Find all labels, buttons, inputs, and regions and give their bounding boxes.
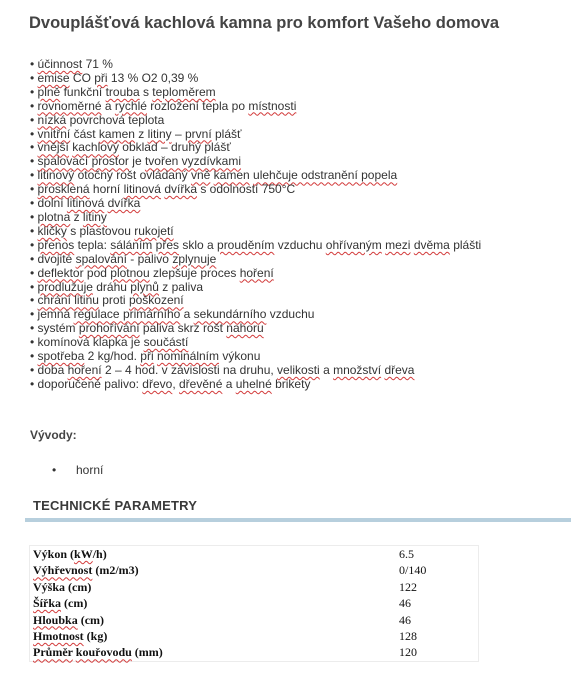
spellcheck-word: sáláním (110, 237, 153, 252)
text-segment: /h) (92, 547, 107, 561)
param-label (30, 628, 397, 644)
feature-item (30, 364, 481, 378)
spellcheck-word: plotnou (110, 265, 150, 280)
text-segment: - palivo (126, 251, 173, 266)
param-row (30, 579, 479, 595)
text-segment: pod (83, 265, 111, 280)
text-segment: z paliva (158, 279, 203, 294)
spellcheck-word: litiny (82, 209, 107, 224)
text-segment: 2 – 4 hod. v závislosti na druhu, (101, 362, 278, 377)
spellcheck-word: hoření (239, 265, 274, 280)
spellcheck-word: hoření (67, 362, 102, 377)
text-segment: a (222, 376, 236, 391)
text-segment: doba (37, 362, 68, 377)
param-value: 46 (399, 596, 411, 611)
text-segment: Výška (cm) (33, 579, 92, 594)
text-segment: s odolností 750°C (197, 182, 296, 197)
section-divider (25, 518, 571, 522)
text-segment: (m2/m3) (92, 563, 139, 578)
spellcheck-word: rukojetí (134, 223, 174, 238)
spellcheck-word: poškození (128, 293, 184, 308)
feature-item (30, 211, 481, 225)
feature-item (30, 114, 481, 128)
spellcheck-word: dřevo (142, 376, 173, 391)
spellcheck-word: Hloubka (33, 612, 78, 627)
spellcheck-word: prodlužuje (37, 279, 93, 294)
spellcheck-word: vně (190, 168, 211, 183)
spellcheck-word: přenos (37, 237, 75, 252)
spellcheck-word: regulace primárního (73, 307, 181, 322)
param-row (30, 595, 479, 611)
text-segment: s plastovou (66, 223, 135, 238)
spellcheck-word: velikosti (277, 362, 320, 377)
spellcheck-word: první (184, 126, 212, 141)
text-segment: (kg) (83, 629, 108, 644)
text-segment: funkční (60, 84, 106, 99)
spellcheck-word: dřeva (384, 362, 415, 377)
feature-item (30, 308, 481, 322)
spellcheck-word: mezi (385, 237, 411, 252)
text-segment: 13 % O2 0,39 % (107, 70, 199, 85)
spellcheck-word: rychlé (114, 98, 147, 113)
spellcheck-word: dvířka (164, 182, 197, 197)
spellcheck-word: kouřovodu (75, 645, 132, 660)
param-label (30, 595, 397, 611)
spellcheck-word: zplynuje (172, 251, 217, 266)
text-segment: zlepšuje proces (149, 265, 240, 280)
spellcheck-word: litinový (37, 168, 75, 183)
feature-item (30, 197, 481, 211)
text-segment: s (139, 84, 153, 99)
spellcheck-word: Výhřevnost (33, 563, 93, 578)
param-row (30, 546, 479, 563)
feature-item (30, 336, 481, 350)
spellcheck-word: plně (37, 84, 61, 99)
feature-item (30, 86, 481, 100)
text-segment: proti (98, 293, 129, 308)
text-segment: dolní (37, 196, 67, 211)
spellcheck-word: litiny (147, 126, 172, 141)
spellcheck-word: dřevěné (179, 376, 223, 391)
spellcheck-word: dvířka (107, 196, 141, 211)
text-segment: plášti (449, 237, 482, 252)
text-segment: , (172, 376, 179, 391)
feature-item (30, 294, 481, 308)
param-row (30, 562, 479, 578)
param-label (30, 562, 397, 578)
text-segment: sklo a (179, 237, 218, 252)
param-label (30, 644, 397, 661)
spellcheck-word: spalování (75, 251, 127, 266)
spellcheck-word: nízká (37, 112, 67, 127)
feature-item (30, 350, 481, 364)
param-label (30, 612, 397, 628)
spellcheck-word: součástí (143, 335, 189, 350)
spellcheck-word: chrání litinu (37, 293, 99, 308)
spellcheck-word: nominálním (156, 349, 220, 364)
spellcheck-word: kamen (213, 168, 250, 183)
text-segment: (cm) (77, 612, 105, 627)
outlet-item: • horní (52, 463, 103, 477)
text-segment: 71 % (82, 57, 113, 71)
feature-item (30, 281, 481, 295)
feature-item (30, 183, 481, 197)
text-segment: vzduchu (266, 307, 315, 322)
spellcheck-word: Šířka (33, 596, 62, 611)
spellcheck-word: účinnost (37, 57, 83, 71)
spellcheck-word: vnější (37, 140, 69, 155)
spellcheck-word: sekundárního (193, 307, 267, 322)
feature-item (30, 128, 481, 142)
text-segment: – (171, 126, 185, 141)
spellcheck-word: kachlový (72, 140, 119, 155)
spellcheck-word: Hmotnost (33, 629, 84, 644)
text-segment: z (134, 126, 148, 141)
param-row (30, 644, 479, 661)
text-segment: brikety (271, 376, 311, 391)
text-segment: doporučené palivo: (37, 376, 143, 391)
outlets-heading: Vývody: (30, 428, 77, 442)
text-segment: dráhu (92, 279, 131, 294)
feature-item (30, 253, 481, 267)
spellcheck-word: litinová (123, 182, 161, 197)
spellcheck-word: ulehčuje odstranění popela (253, 168, 398, 183)
feature-item (30, 155, 481, 169)
text-segment: výkonu (219, 349, 261, 364)
spellcheck-word: plotna (37, 209, 71, 224)
outlets-list (52, 463, 103, 477)
param-value: 128 (399, 629, 417, 644)
param-value: 6.5 (399, 547, 414, 561)
text-segment: plášť (211, 126, 242, 141)
spellcheck-word: teploměrem (152, 84, 216, 99)
spellcheck-word: litinová (66, 196, 105, 211)
spellcheck-word: uhelné (235, 376, 272, 391)
feature-list (30, 58, 481, 392)
feature-item (30, 239, 481, 253)
spellcheck-word: vnitřní (37, 126, 71, 141)
page-title: Dvouplášťová kachlová kamna pro komfort Vašeho domova (29, 14, 500, 32)
text-segment: rozložení tepla po (146, 98, 249, 113)
text-segment: komínová klapka je (37, 335, 144, 350)
text-segment: jemná (37, 307, 74, 322)
text-segment: je (128, 154, 145, 169)
spellcheck-word: množství (333, 362, 382, 377)
text-segment: 2 kg/hod. (84, 349, 141, 364)
spellcheck-word: přes (155, 237, 179, 252)
param-value: 122 (399, 579, 417, 594)
spellcheck-word: nahoru (226, 321, 264, 336)
spellcheck-word: Průměr (33, 645, 73, 660)
spellcheck-word: kamen (98, 126, 135, 141)
spellcheck-word: prohořívání (78, 321, 140, 336)
text-segment: tepla: (74, 237, 111, 252)
spellcheck-word: kW (74, 547, 93, 561)
text-segment: povrchová teplota (66, 112, 165, 127)
param-value: 0/140 (399, 563, 427, 578)
spellcheck-word: trouba (105, 84, 140, 99)
text-segment: z (70, 209, 83, 224)
feature-item (30, 322, 481, 336)
feature-item (30, 100, 481, 114)
text-segment: vzduchu (274, 237, 326, 252)
spellcheck-word: rovnoměrné (37, 98, 102, 113)
text-segment: (cm) (61, 596, 88, 611)
param-value: 46 (399, 612, 411, 627)
feature-item (30, 378, 481, 392)
text-segment: paliva skrz rošt (139, 321, 227, 336)
text-segment: systém (37, 321, 79, 336)
text-segment: otočný rošt ovládaný (74, 168, 191, 183)
spellcheck-word: dvěma (413, 237, 450, 252)
param-row (30, 612, 479, 628)
feature-item (30, 141, 481, 155)
spellcheck-word: spotřeba (37, 349, 85, 364)
spellcheck-word: kličky (37, 223, 67, 238)
text-segment: a (101, 98, 115, 113)
param-label (30, 546, 397, 563)
text-segment: (mm) (131, 645, 163, 660)
feature-item (30, 58, 481, 72)
spellcheck-word: místnosti (248, 98, 297, 113)
text-segment: horní (89, 182, 124, 197)
text-segment: Výkon ( (33, 547, 75, 561)
spellcheck-word: prouděním (217, 237, 275, 252)
text-segment: část (70, 126, 99, 141)
spellcheck-word: emise (37, 70, 70, 85)
spellcheck-word: deflektor (37, 265, 84, 280)
spellcheck-word: tvořen vyzdívkami (144, 154, 241, 169)
spellcheck-word: spalovací prostor (37, 154, 129, 169)
tech-params-table (29, 545, 479, 662)
spellcheck-word: prosklená (37, 182, 90, 197)
text-segment: CO (69, 70, 95, 85)
spellcheck-word: ohřívaným (325, 237, 382, 252)
param-label (30, 579, 397, 595)
text-segment: dvojité (37, 251, 76, 266)
param-value: 120 (399, 645, 417, 660)
text-segment: a (180, 307, 194, 322)
feature-item (30, 169, 481, 183)
tech-params-heading: TECHNICKÉ PARAMETRY (33, 498, 198, 513)
spellcheck-word: při (140, 349, 154, 364)
spellcheck-word: při (94, 70, 108, 85)
feature-item (30, 225, 481, 239)
spellcheck-word: plynů (130, 279, 159, 294)
text-segment: obklad – druhý plášť (118, 140, 231, 155)
param-row (30, 628, 479, 644)
text-segment: a (319, 362, 334, 377)
feature-item (30, 72, 481, 86)
feature-item (30, 267, 481, 281)
